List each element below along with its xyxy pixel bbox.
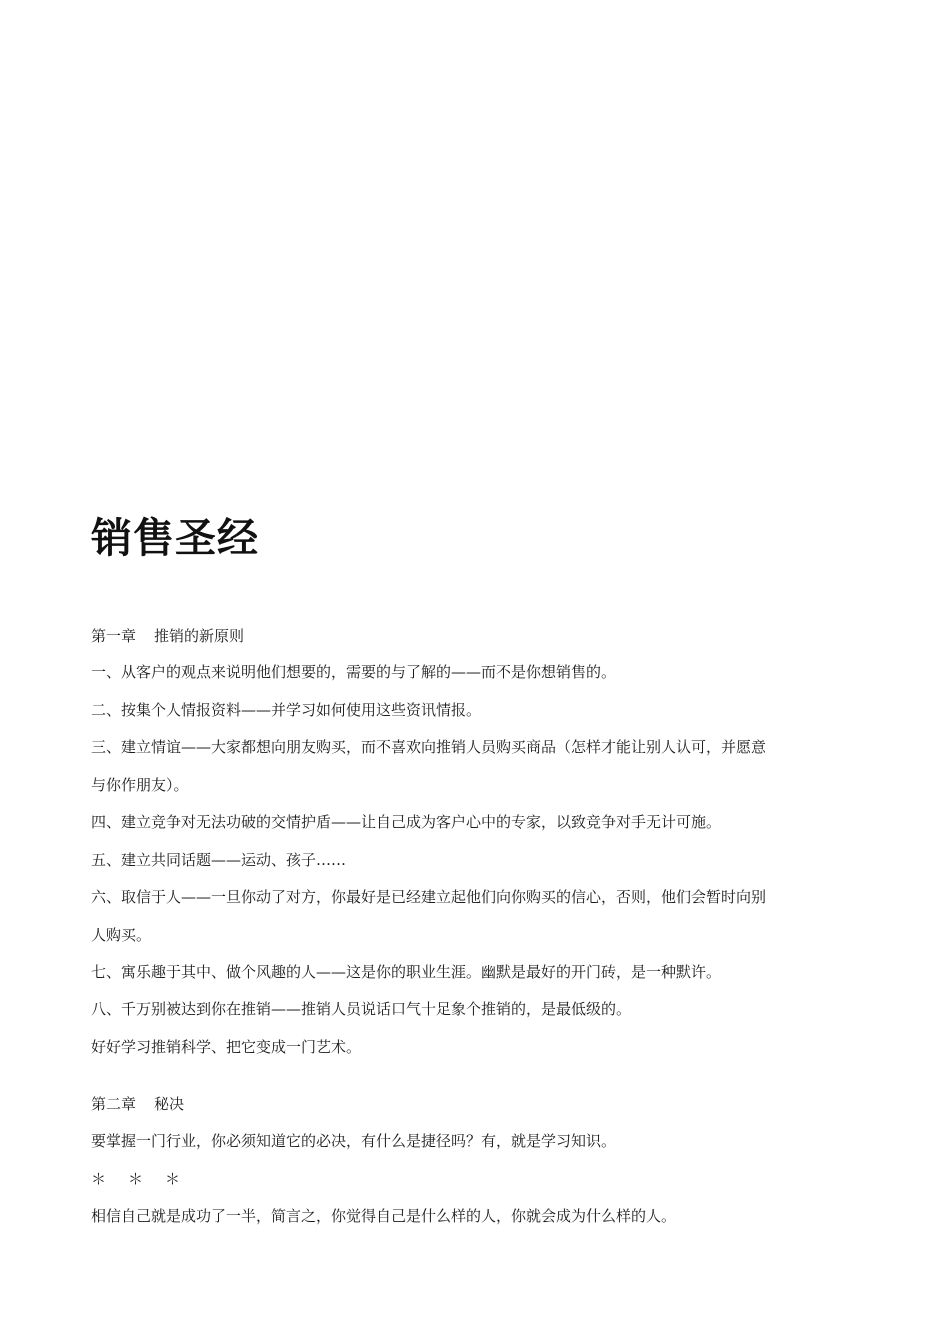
chapter-1-heading <box>91 625 861 647</box>
chapter-2-number: 第二章 <box>91 1095 137 1113</box>
chapter-1-line: 六、取信于人——一旦你动了对方，你最好是已经建立起他们向你购买的信心，否则，他们会暂时向别 <box>91 888 767 906</box>
document-title: 销售圣经 <box>91 514 259 562</box>
chapter-2-line: 相信自己就是成功了一半，简言之，你觉得自己是什么样的人，你就会成为什么样的人。 <box>91 1207 677 1225</box>
star-mark: ＊ <box>128 1170 144 1188</box>
chapter-1-line: 与你作朋友）。 <box>91 776 189 794</box>
chapter-1-number: 第一章 <box>91 627 137 645</box>
star-mark: ＊ <box>165 1170 181 1188</box>
chapter-2-name: 秘决 <box>154 1095 185 1113</box>
chapter-1-line: 八、千万别被达到你在推销——推销人员说话口气十足象个推销的，是最低级的。 <box>91 1000 632 1018</box>
chapter-1-line: 二、按集个人情报资料——并学习如何使用这些资讯情报。 <box>91 701 482 719</box>
chapter-1-name: 推销的新原则 <box>154 627 245 645</box>
chapter-2-heading <box>91 1093 861 1115</box>
star-mark: ＊ <box>91 1170 107 1188</box>
chapter-1-line: 四、建立竞争对无法功破的交情护盾——让自己成为客户心中的专家，以致竞争对手无计可施。 <box>91 813 722 831</box>
chapter-2-line: 要掌握一门行业，你必须知道它的必决，有什么是捷径吗？有，就是学习知识。 <box>91 1132 617 1150</box>
chapter-1-line: 好好学习推销科学、把它变成一门艺术。 <box>91 1038 362 1056</box>
chapter-1-line: 三、建立情谊——大家都想向朋友购买，而不喜欢向推销人员购买商品（怎样才能让别人认可，并愿意 <box>91 738 767 756</box>
chapter-1-line: 一、从客户的观点来说明他们想要的，需要的与了解的——而不是你想销售的。 <box>91 663 617 681</box>
chapter-1-line: 人购买。 <box>91 926 152 944</box>
chapter-1-line: 五、建立共同话题——运动、孩子…… <box>91 851 347 869</box>
chapter-1-line: 七、寓乐趣于其中、做个风趣的人——这是你的职业生涯。幽默是最好的开门砖，是一种默许。 <box>91 963 722 981</box>
section-divider-stars <box>91 1168 861 1190</box>
